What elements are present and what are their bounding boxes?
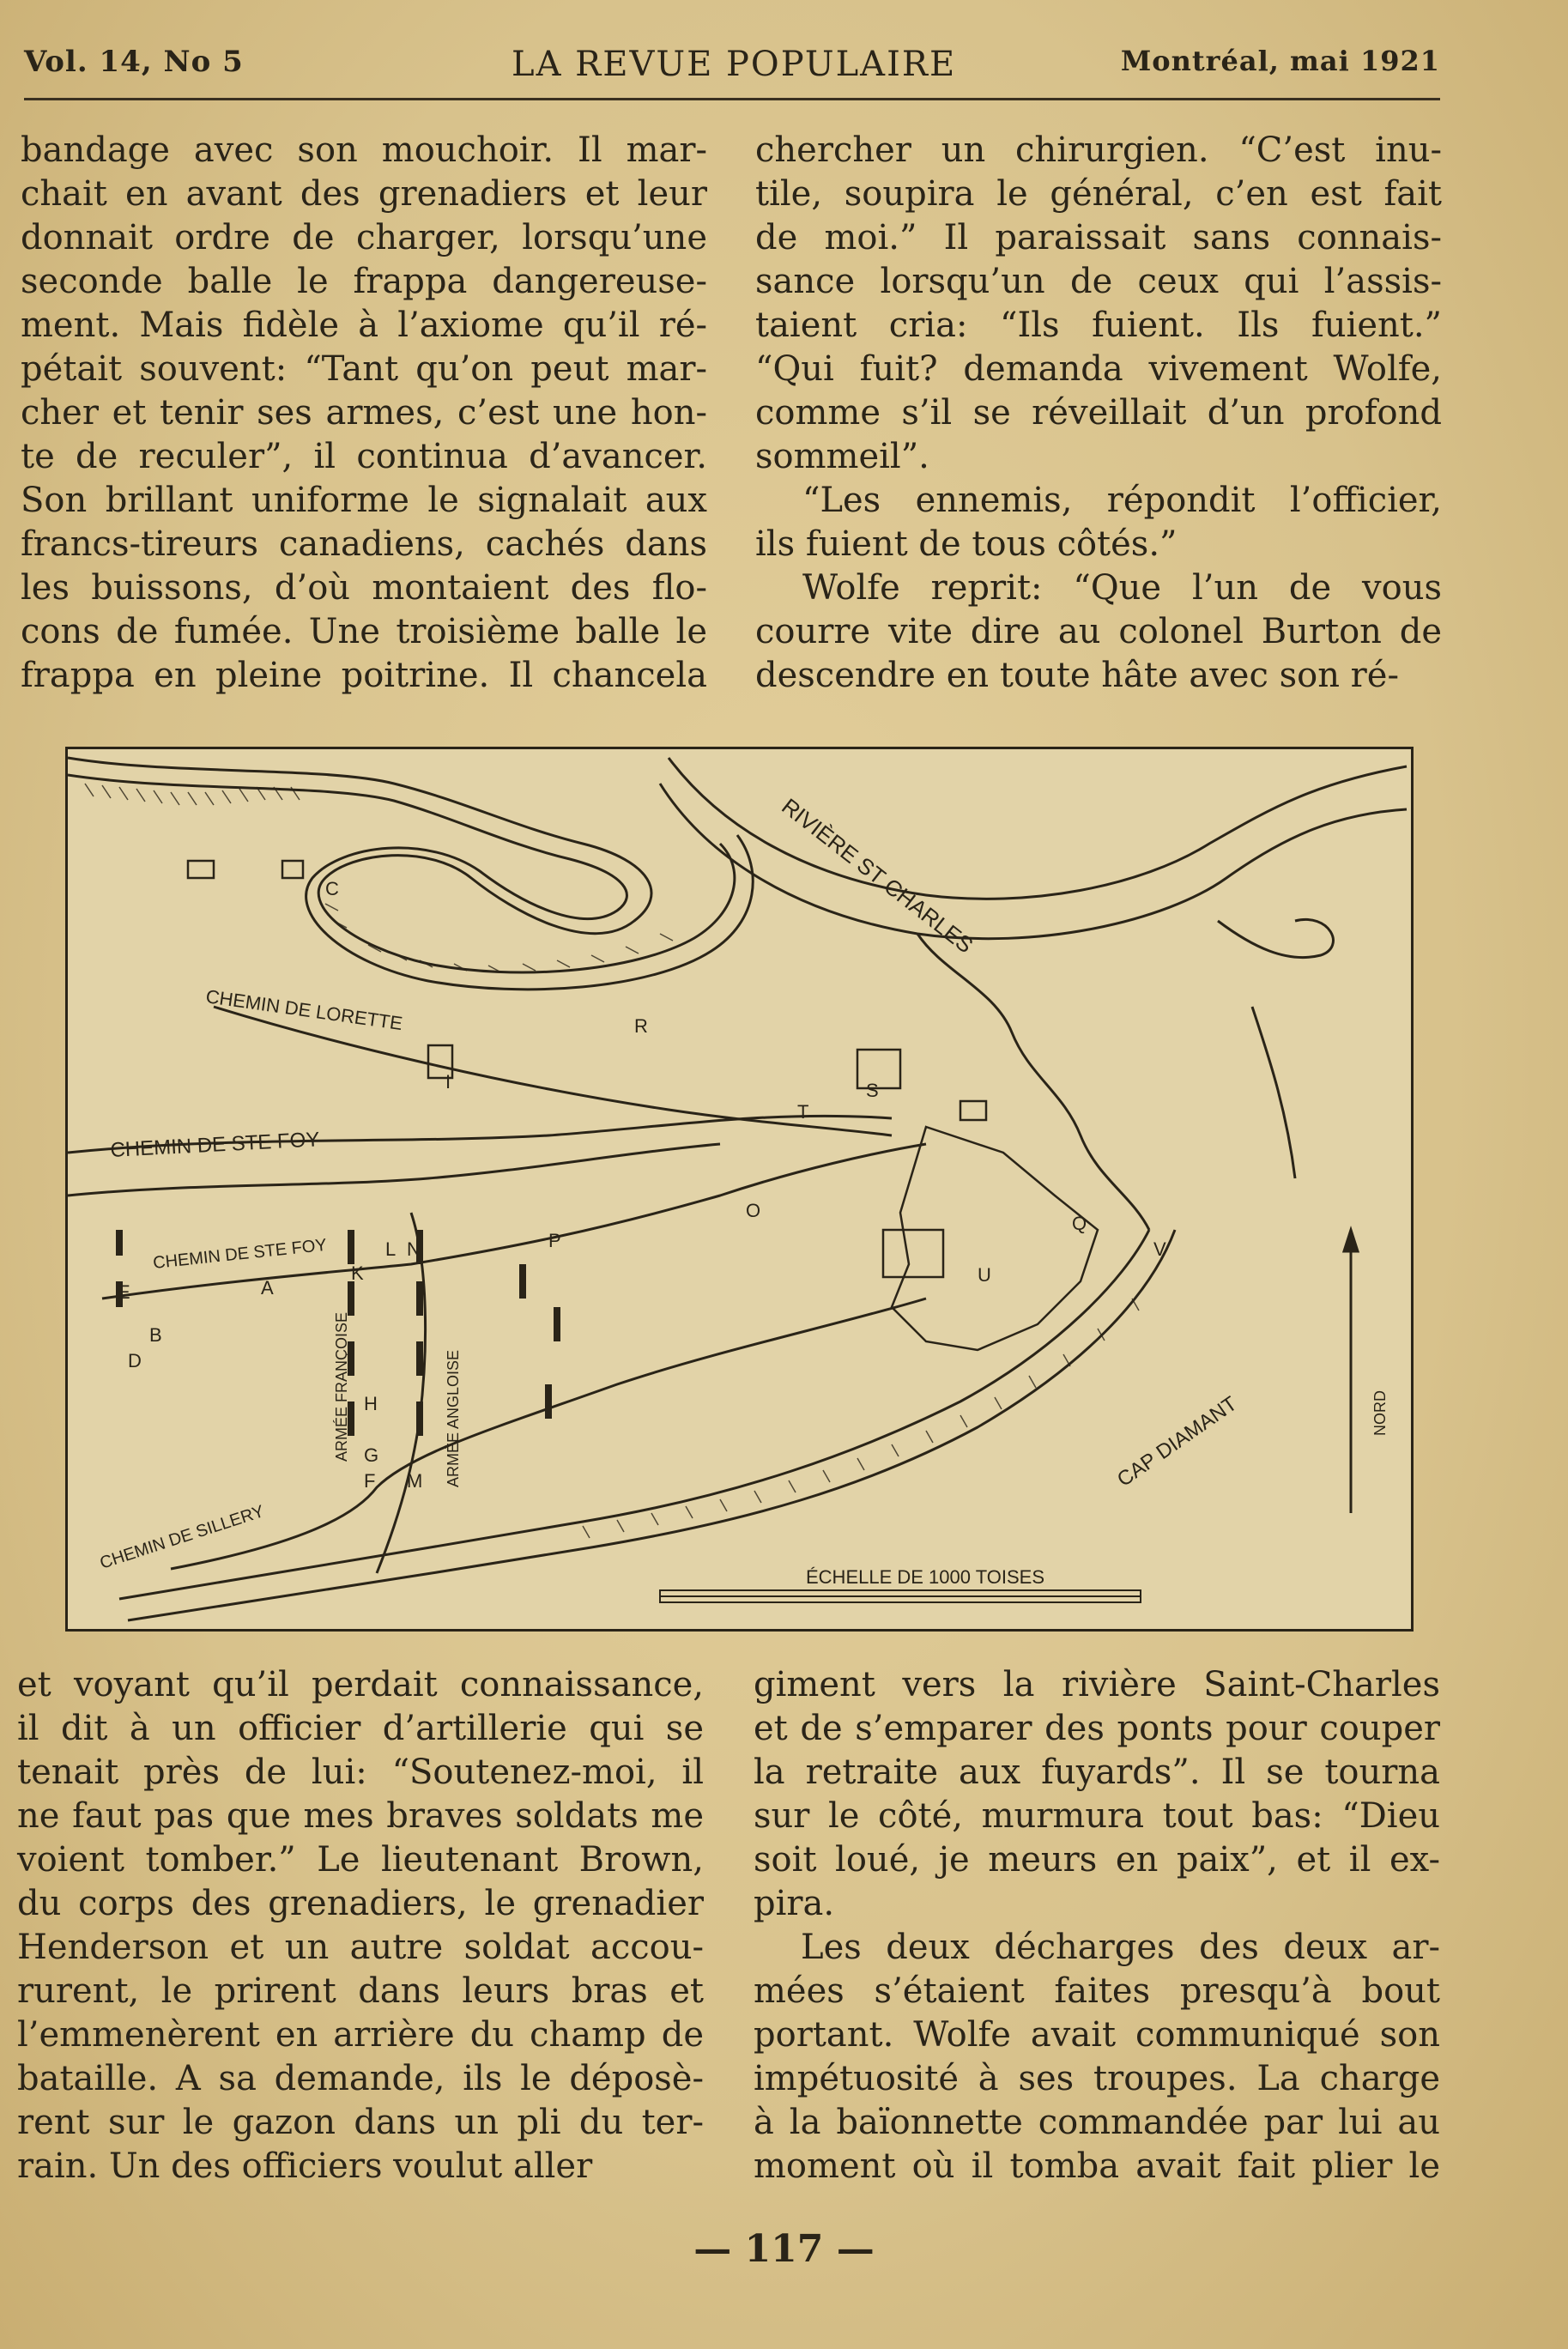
text-line: voient tomber.” Le lieutenant Brown,	[17, 1840, 704, 1880]
map-letter: N	[407, 1238, 421, 1260]
text-line: bandage avec son mouchoir. Il mar-	[21, 130, 707, 170]
label-echelle: ÉCHELLE DE 1000 TOISES	[806, 1566, 1044, 1588]
river-bank-1	[68, 758, 735, 972]
map-letter: K	[351, 1262, 364, 1284]
text-column-top-left	[21, 129, 707, 698]
header-rule	[24, 98, 1440, 100]
map-letter: H	[364, 1393, 378, 1414]
label-lorette: CHEMIN DE LORETTE	[204, 985, 404, 1035]
english-troops	[523, 1264, 557, 1419]
map-letter: G	[364, 1444, 379, 1466]
map-letter: Q	[1072, 1213, 1087, 1234]
map-letter: V	[1153, 1238, 1166, 1260]
label-stefoy-mid: CHEMIN DE STE FOY	[152, 1235, 328, 1273]
text-line: chercher un chirurgien. “C’est inu-	[755, 130, 1442, 170]
river-main-north	[669, 758, 1407, 899]
fortress-outline	[892, 1127, 1098, 1350]
text-line: et de s’emparer des ponts pour couper	[754, 1709, 1440, 1748]
map-letter: U	[978, 1264, 991, 1286]
text-line: sur le côté, murmura tout bas: “Dieu	[754, 1796, 1440, 1836]
text-column-bottom-left	[17, 1663, 704, 2189]
text-line: chait en avant des grenadiers et leur	[21, 174, 707, 214]
text-line: rent sur le gazon dans un pli du ter-	[17, 2103, 704, 2142]
map-letter: T	[797, 1101, 809, 1123]
text-line: frappa en pleine poitrine. Il chancela	[21, 656, 707, 695]
label-francoise: ARMÉE FRANÇOISE	[333, 1311, 350, 1462]
running-header	[24, 45, 1440, 93]
map-letter: C	[325, 878, 339, 899]
label-nord: NORD	[1371, 1390, 1389, 1436]
text-column-bottom-right	[754, 1663, 1440, 2189]
text-line: la retraite aux fuyards”. Il se tourna	[754, 1753, 1440, 1792]
map-letter: R	[634, 1015, 648, 1037]
text-line: rain. Un des officiers voulut aller	[17, 2146, 593, 2186]
shore-east	[1252, 1007, 1295, 1178]
text-line: moment où il tomba avait fait plier le	[754, 2146, 1440, 2186]
cap-shore-2	[128, 1230, 1175, 1620]
map-letter: E	[118, 1281, 130, 1303]
text-line: Les deux décharges des deux ar-	[801, 1928, 1440, 1967]
issue-number: Vol. 14, No 5	[24, 45, 244, 79]
building-3	[857, 1050, 900, 1088]
city-shore	[917, 934, 1149, 1230]
label-cap: CAP DIAMANT	[1112, 1391, 1242, 1492]
text-line: taient cria: “Ils fuient. Ils fuient.”	[755, 306, 1442, 345]
text-line: ils fuient de tous côtés.”	[755, 524, 1178, 564]
page-number: — 117 —	[693, 2227, 875, 2271]
map-letter: O	[746, 1200, 761, 1221]
map-letter: D	[128, 1350, 142, 1371]
text-line: soit loué, je meurs en paix”, et il ex-	[754, 1840, 1440, 1880]
text-line: Wolfe reprit: “Que l’un de vous	[802, 568, 1442, 608]
text-line: et voyant qu’il perdait connaissance,	[17, 1665, 704, 1704]
river-main-south	[660, 784, 1407, 939]
text-line: sance lorsqu’un de ceux qui l’assis-	[755, 262, 1442, 301]
road-stefoy-mid	[102, 1144, 926, 1299]
label-sillery: CHEMIN DE SILLERY	[97, 1502, 267, 1573]
text-line: ne faut pas que mes braves soldats me	[17, 1796, 704, 1836]
text-line: giment vers la rivière Saint-Charles	[754, 1665, 1440, 1704]
north-arrow-head	[1344, 1230, 1358, 1251]
text-line: comme s’il se réveillait d’un profond	[755, 393, 1442, 433]
island-1	[1218, 919, 1333, 957]
map-letter: P	[548, 1230, 561, 1251]
text-line: tenait près de lui: “Soutenez-moi, il	[17, 1753, 704, 1792]
battle-map	[65, 747, 1414, 1632]
text-line: les buissons, d’où montaient des flo-	[21, 568, 707, 608]
text-line: portant. Wolfe avait communiqué son	[754, 2015, 1440, 2055]
label-angloise: ARMÉE ANGLOISE	[445, 1349, 462, 1487]
label-riviere: RIVIÈRE ST CHARLES	[777, 793, 978, 959]
text-line: sommeil”.	[755, 437, 929, 476]
cliff-hatch-3	[583, 1299, 1139, 1538]
text-line: “Qui fuit? demanda vivement Wolfe,	[755, 349, 1442, 389]
text-line: ment. Mais fidèle à l’axiome qu’il ré-	[21, 306, 707, 345]
map-letter: F	[364, 1470, 376, 1492]
text-line: impétuosité à ses troupes. La charge	[754, 2059, 1440, 2098]
magazine-title: LA REVUE POPULAIRE	[512, 45, 957, 84]
building-6	[282, 861, 303, 878]
map-letter: S	[866, 1080, 879, 1101]
map-letter: L	[385, 1238, 397, 1260]
text-line: mées s’étaient faites presqu’à bout	[754, 1971, 1440, 2011]
text-line: du corps des grenadiers, le grenadier	[17, 1884, 704, 1923]
map-drawing	[68, 749, 1411, 1629]
dateline: Montréal, mai 1921	[1120, 45, 1440, 77]
building-4	[960, 1101, 986, 1120]
text-line: rurent, le prirent dans leurs bras et	[17, 1971, 704, 2011]
map-letter: B	[149, 1324, 162, 1346]
text-line: de moi.” Il paraissait sans connais-	[755, 218, 1442, 257]
text-line: cher et tenir ses armes, c’est une hon-	[21, 393, 707, 433]
text-line: Son brillant uniforme le signalait aux	[21, 481, 707, 520]
map-letter: M	[407, 1470, 423, 1492]
text-line: il dit à un officier d’artillerie qui se	[17, 1709, 704, 1748]
text-line: seconde balle le frappa dangereuse-	[21, 262, 707, 301]
text-line: descendre en toute hâte avec son ré-	[755, 656, 1399, 695]
text-line: te de reculer”, il continua d’avancer.	[21, 437, 707, 476]
text-line: cons de fumée. Une troisième balle le	[21, 612, 707, 651]
map-letter: A	[261, 1277, 274, 1299]
text-line: bataille. A sa demande, ils le déposè-	[17, 2059, 704, 2098]
text-line: pira.	[754, 1884, 835, 1923]
map-letter: I	[445, 1071, 451, 1093]
text-line: l’emmenèrent en arrière du champ de	[17, 2015, 704, 2055]
text-line: donnait ordre de charger, lorsqu’une	[21, 218, 707, 257]
building-5	[188, 861, 214, 878]
text-line: “Les ennemis, répondit l’officier,	[802, 481, 1442, 520]
text-column-top-right	[755, 129, 1442, 698]
text-line: pétait souvent: “Tant qu’on peut mar-	[21, 349, 707, 389]
text-line: francs-tireurs canadiens, cachés dans	[21, 524, 707, 564]
label-stefoy-top: CHEMIN DE STE FOY	[109, 1128, 321, 1162]
text-line: courre vite dire au colonel Burton de	[755, 612, 1442, 651]
text-line: tile, soupira le général, c’en est fait	[755, 174, 1442, 214]
text-line: Henderson et un autre soldat accou-	[17, 1928, 704, 1967]
building-2	[883, 1230, 943, 1277]
text-line: à la baïonnette commandée par lui au	[754, 2103, 1440, 2142]
